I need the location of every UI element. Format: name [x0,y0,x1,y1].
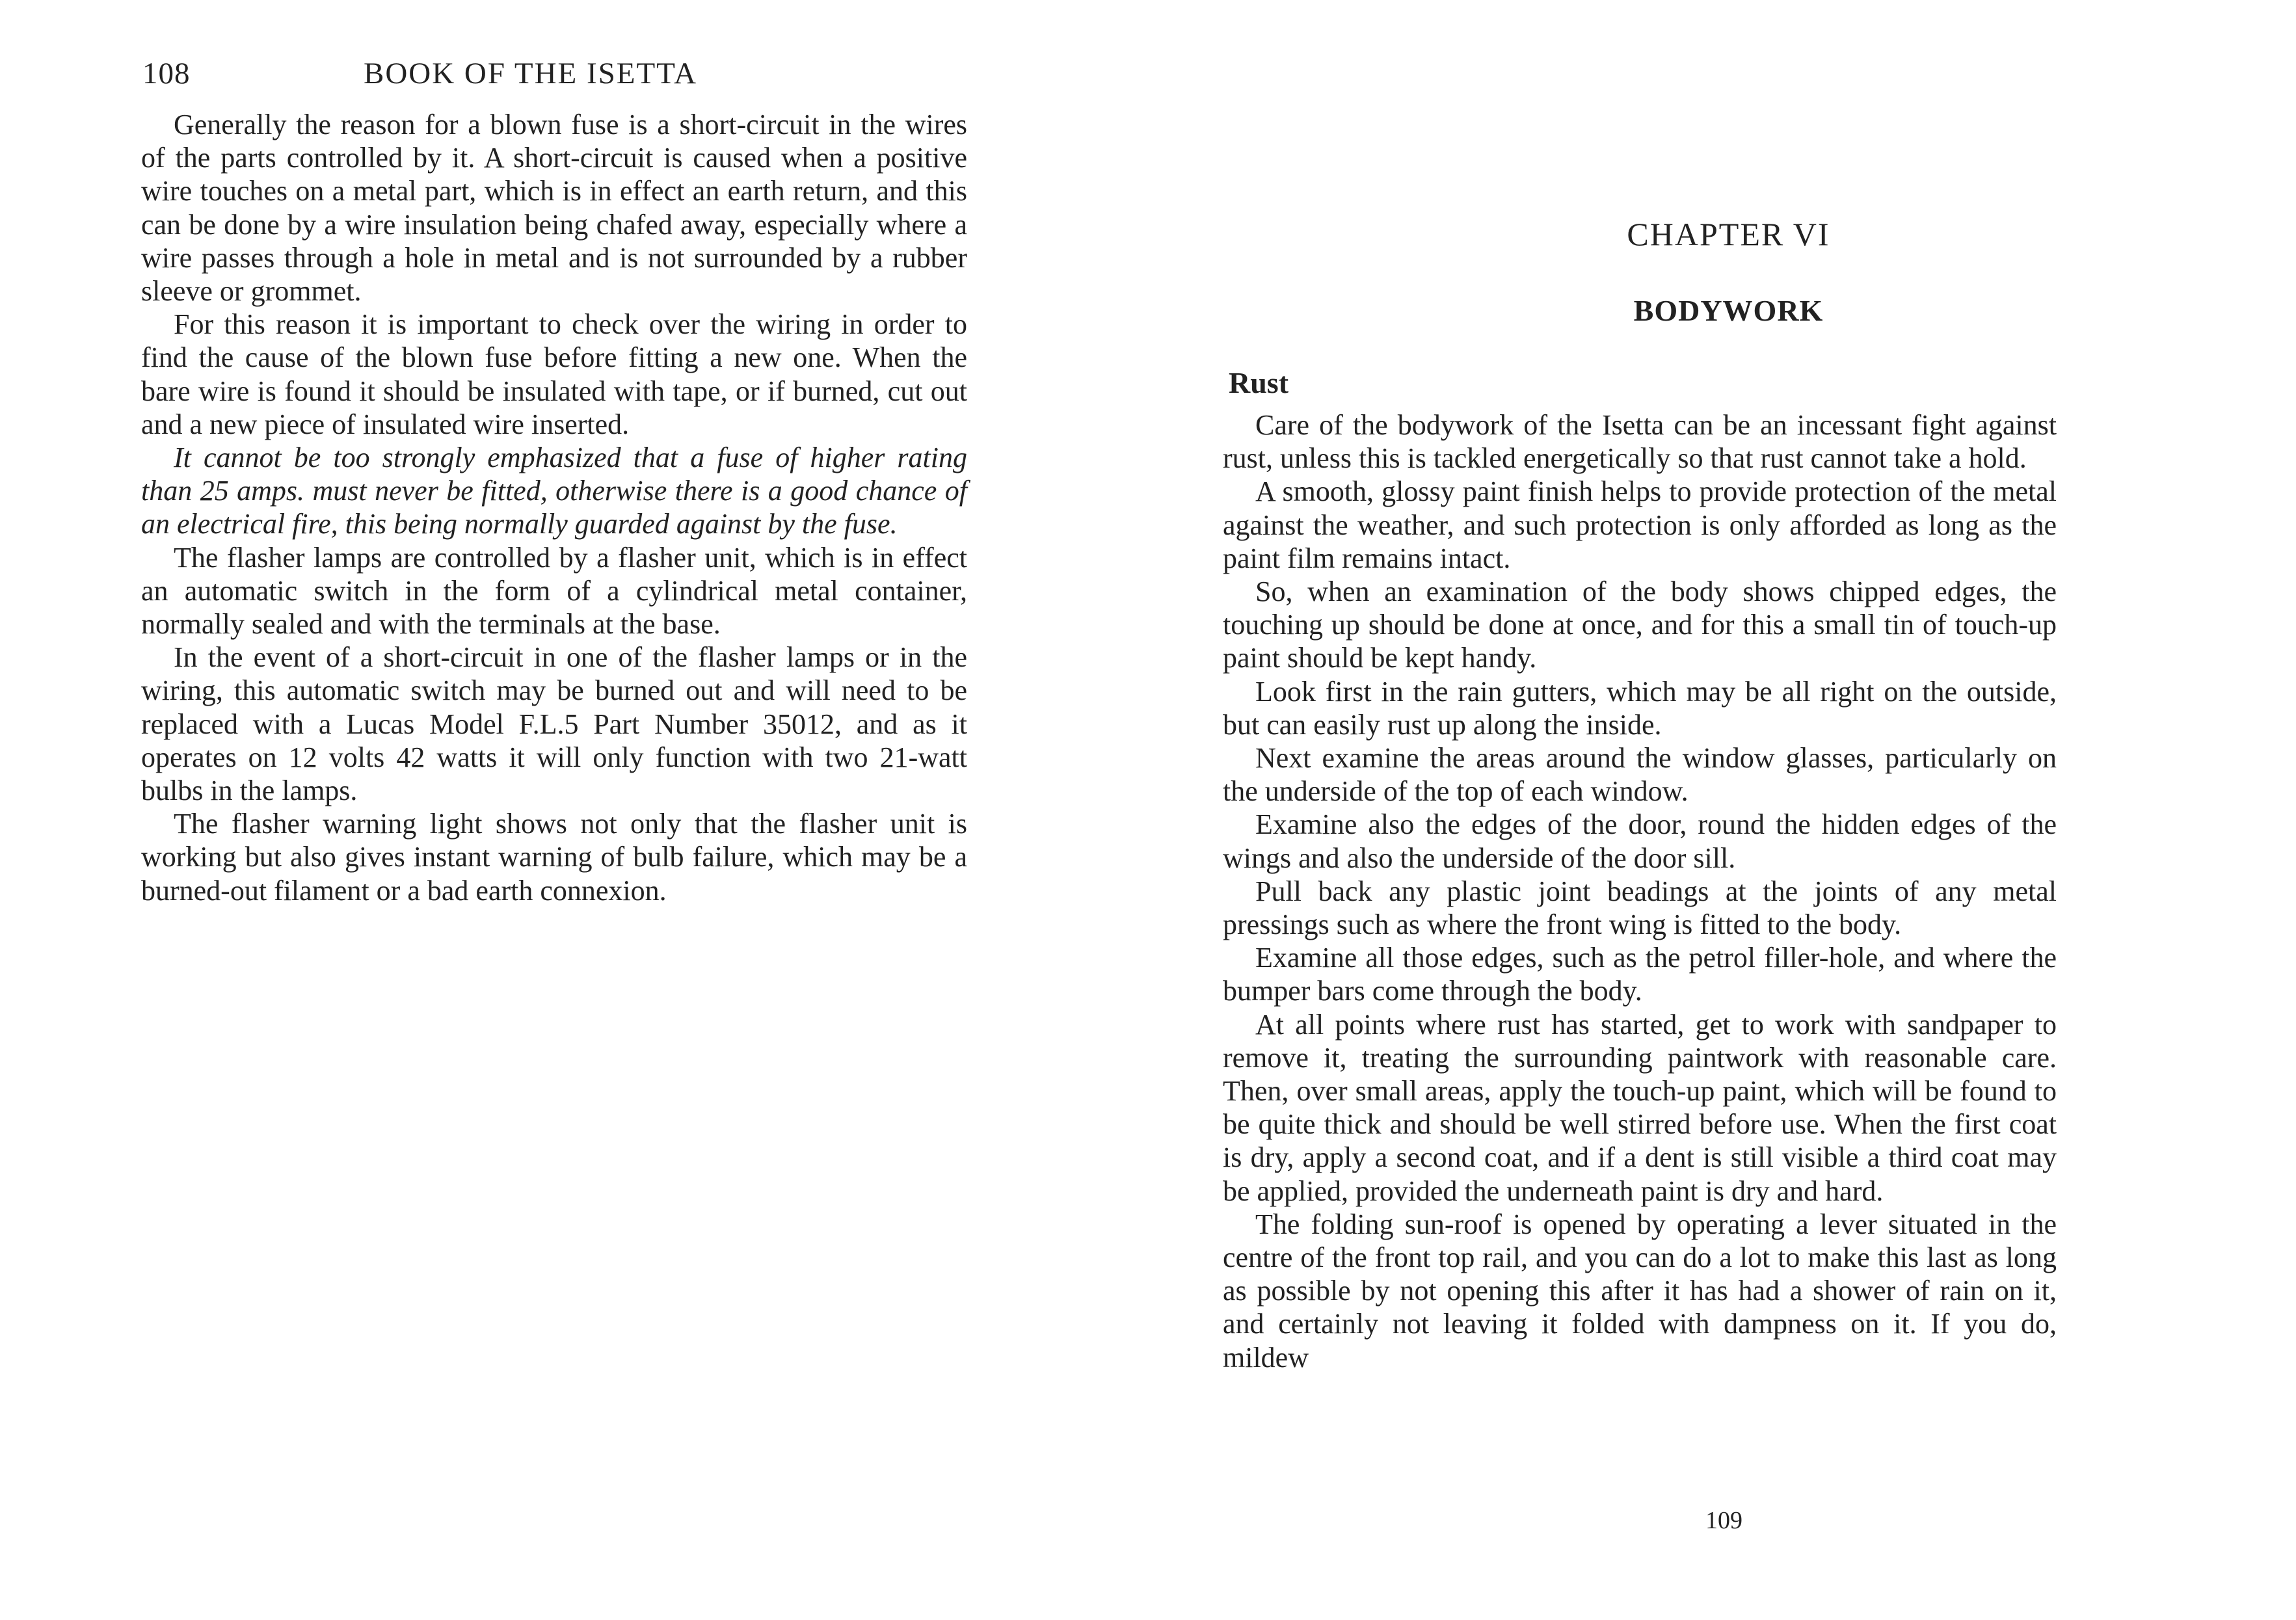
paragraph: Next examine the areas around the window glasses, particularly on the underside of the top of each window. [1223,742,2057,808]
chapter-number: CHAPTER VI [1627,216,1830,252]
paragraph: So, when an examination of the body shows chipped edges, the touching up should be done at once, and for this a small tin of touch-up paint should be kept handy. [1223,576,2057,674]
paragraph: The folding sun-roof is opened by operating a lever situated in the centre of the front top rail, and you can do a lot to make this last as long as possible by not opening this after it has had a shower of rain on it, and certainly not leaving it folded with dampness on it. If you do, mildew [1223,1208,2057,1374]
paragraph: Look first in the rain gutters, which may be all right on the outside, but can easily rust up along the inside. [1223,675,2057,741]
paragraph: Care of the bodywork of the Isetta can be an incessant fight against rust, unless this is tackled energetically so that rust cannot take a hold. [1223,409,2057,475]
right-page-body [1223,408,2057,1374]
paragraph: Generally the reason for a blown fuse is a short-circuit in the wires of the parts controlled by it. A short-circuit is caused when a positive wire touches on a metal part, which is in effect an earth return, and this can be done by a wire insulation being chafed away, especially where a wire passes through a hole in metal and is not surrounded by a rubber sleeve or grommet. [141,109,967,308]
paragraph: Examine also the edges of the door, round the hidden edges of the wings and also the underside of the door sill. [1223,808,2057,874]
right-page-number: 109 [1705,1507,1742,1534]
right-page [1148,0,2296,1620]
paragraph: A smooth, glossy paint finish helps to provide protection of the metal against the weather, and such protection is only afforded as long as the paint film remains intact. [1223,475,2057,574]
paragraph: The flasher lamps are controlled by a flasher unit, which is in effect an automatic switch in the form of a cylindrical metal container, normally sealed and with the terminals at the base. [141,541,967,641]
chapter-title: BODYWORK [1633,294,1824,327]
running-head [142,55,978,92]
warning-paragraph: It cannot be too strongly emphasized that a fuse of higher rating than 25 amps. must never be fitted, otherwise there is a good chance of an electrical fire, this being normally guarded against by the fuse. [141,442,967,540]
left-page-number: 108 [142,57,191,90]
paragraph: In the event of a short-circuit in one of the flasher lamps or in the wiring, this automatic switch may be burned out and will need to be replaced with a Lucas Model F.L.5 Part Number 35012, and as it operates on 12 volts 42 watts it will only function with two 21-watt bulbs in the lamps. [141,641,967,807]
paragraph: Pull back any plastic joint beadings at the joints of any metal pressings such as where the front wing is fitted to the body. [1223,875,2057,941]
section-heading: Rust [1229,366,1289,399]
paragraph: At all points where rust has started, get to work with sandpaper to remove it, treating the surrounding paintwork with reasonable care. Then, over small areas, apply the touch-up paint, which will be found to be quite thick and should be well stirred before use. When the first coat is dry, apply a second coat, and if a dent is still visible a third coat may be applied, provided the underneath paint is dry and hard. [1223,1008,2057,1207]
paragraph: For this reason it is important to check over the wiring in order to find the cause of the blown fuse before fitting a new one. When the bare wire is found it should be insulated with tape, or if burned, cut out and a new piece of insulated wire inserted. [141,308,967,440]
book-title: BOOK OF THE ISETTA [364,57,698,90]
paragraph: Examine all those edges, such as the petrol filler-hole, and where the bumper bars come through the body. [1223,942,2057,1007]
paragraph: The flasher warning light shows not only that the flasher unit is working but also gives instant warning of bulb failure, which may be a burned-out filament or a bad earth connexion. [141,808,967,907]
left-page-body [141,108,967,907]
